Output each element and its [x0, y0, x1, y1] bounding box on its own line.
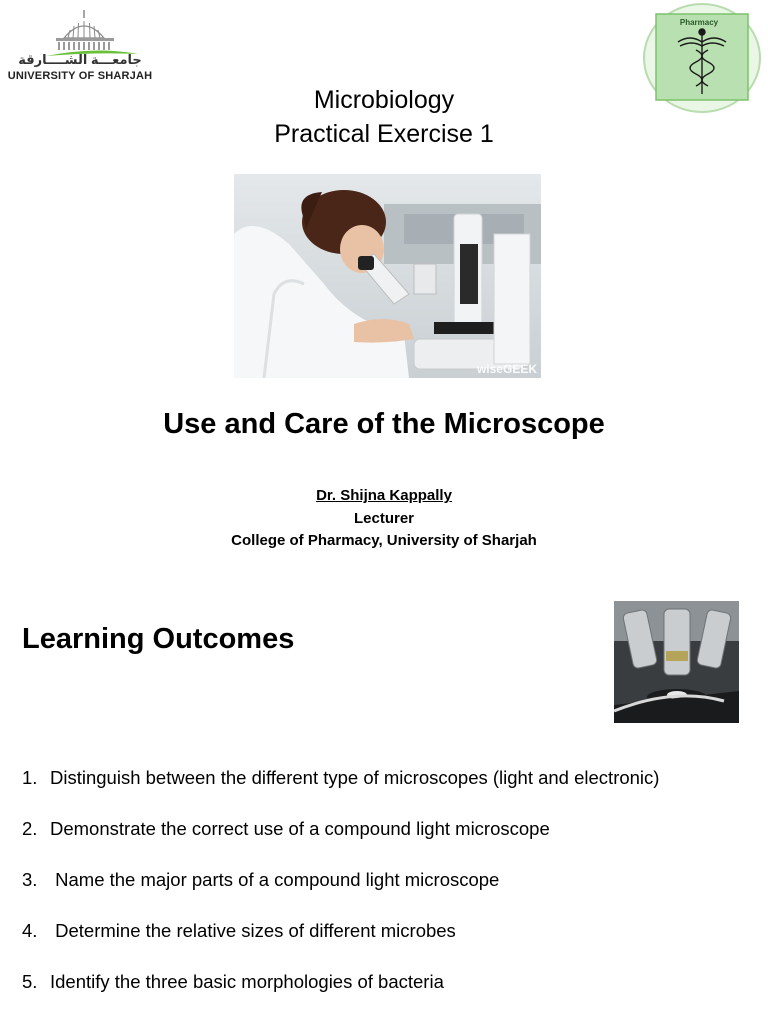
presenter-role: Lecturer [353, 510, 415, 527]
list-item [22, 816, 752, 867]
item-text: Distinguish between the different type of microscopes (light and electronic) [50, 767, 660, 788]
learning-outcomes-list [22, 765, 752, 1020]
image-watermark: wiseGEEK [476, 362, 537, 376]
item-text: Demonstrate the correct use of a compound light microscope [50, 818, 550, 839]
item-number: 3. [22, 869, 38, 890]
item-number: 2. [22, 818, 38, 839]
course-title: Microbiology [313, 86, 455, 114]
presenter-affiliation: College of Pharmacy, University of Sharjah [231, 532, 537, 549]
learning-outcomes-heading: Learning Outcomes [22, 623, 295, 655]
list-item [22, 765, 752, 816]
microscope-objectives-photo [614, 601, 739, 723]
university-name-english: UNIVERSITY OF SHARJAH [7, 70, 153, 82]
item-text: Identify the three basic morphologies of bacteria [50, 971, 444, 992]
item-text: Name the major parts of a compound light microscope [50, 869, 500, 890]
list-item [22, 969, 752, 1020]
item-number: 5. [22, 971, 38, 992]
item-number: 1. [22, 767, 38, 788]
list-item [22, 918, 752, 969]
pharmacy-badge-label: Pharmacy [679, 18, 719, 27]
item-text: Determine the relative sizes of different microbes [50, 920, 456, 941]
lecture-subtitle: Use and Care of the Microscope [163, 408, 605, 440]
item-number: 4. [22, 920, 38, 941]
list-item [22, 867, 752, 918]
university-name-arabic: جامعـــة الشــــارقة [18, 52, 142, 67]
presenter-name: Dr. Shijna Kappally [316, 487, 452, 504]
hero-photo-scientist-microscope [234, 174, 541, 378]
exercise-title: Practical Exercise 1 [274, 120, 494, 148]
